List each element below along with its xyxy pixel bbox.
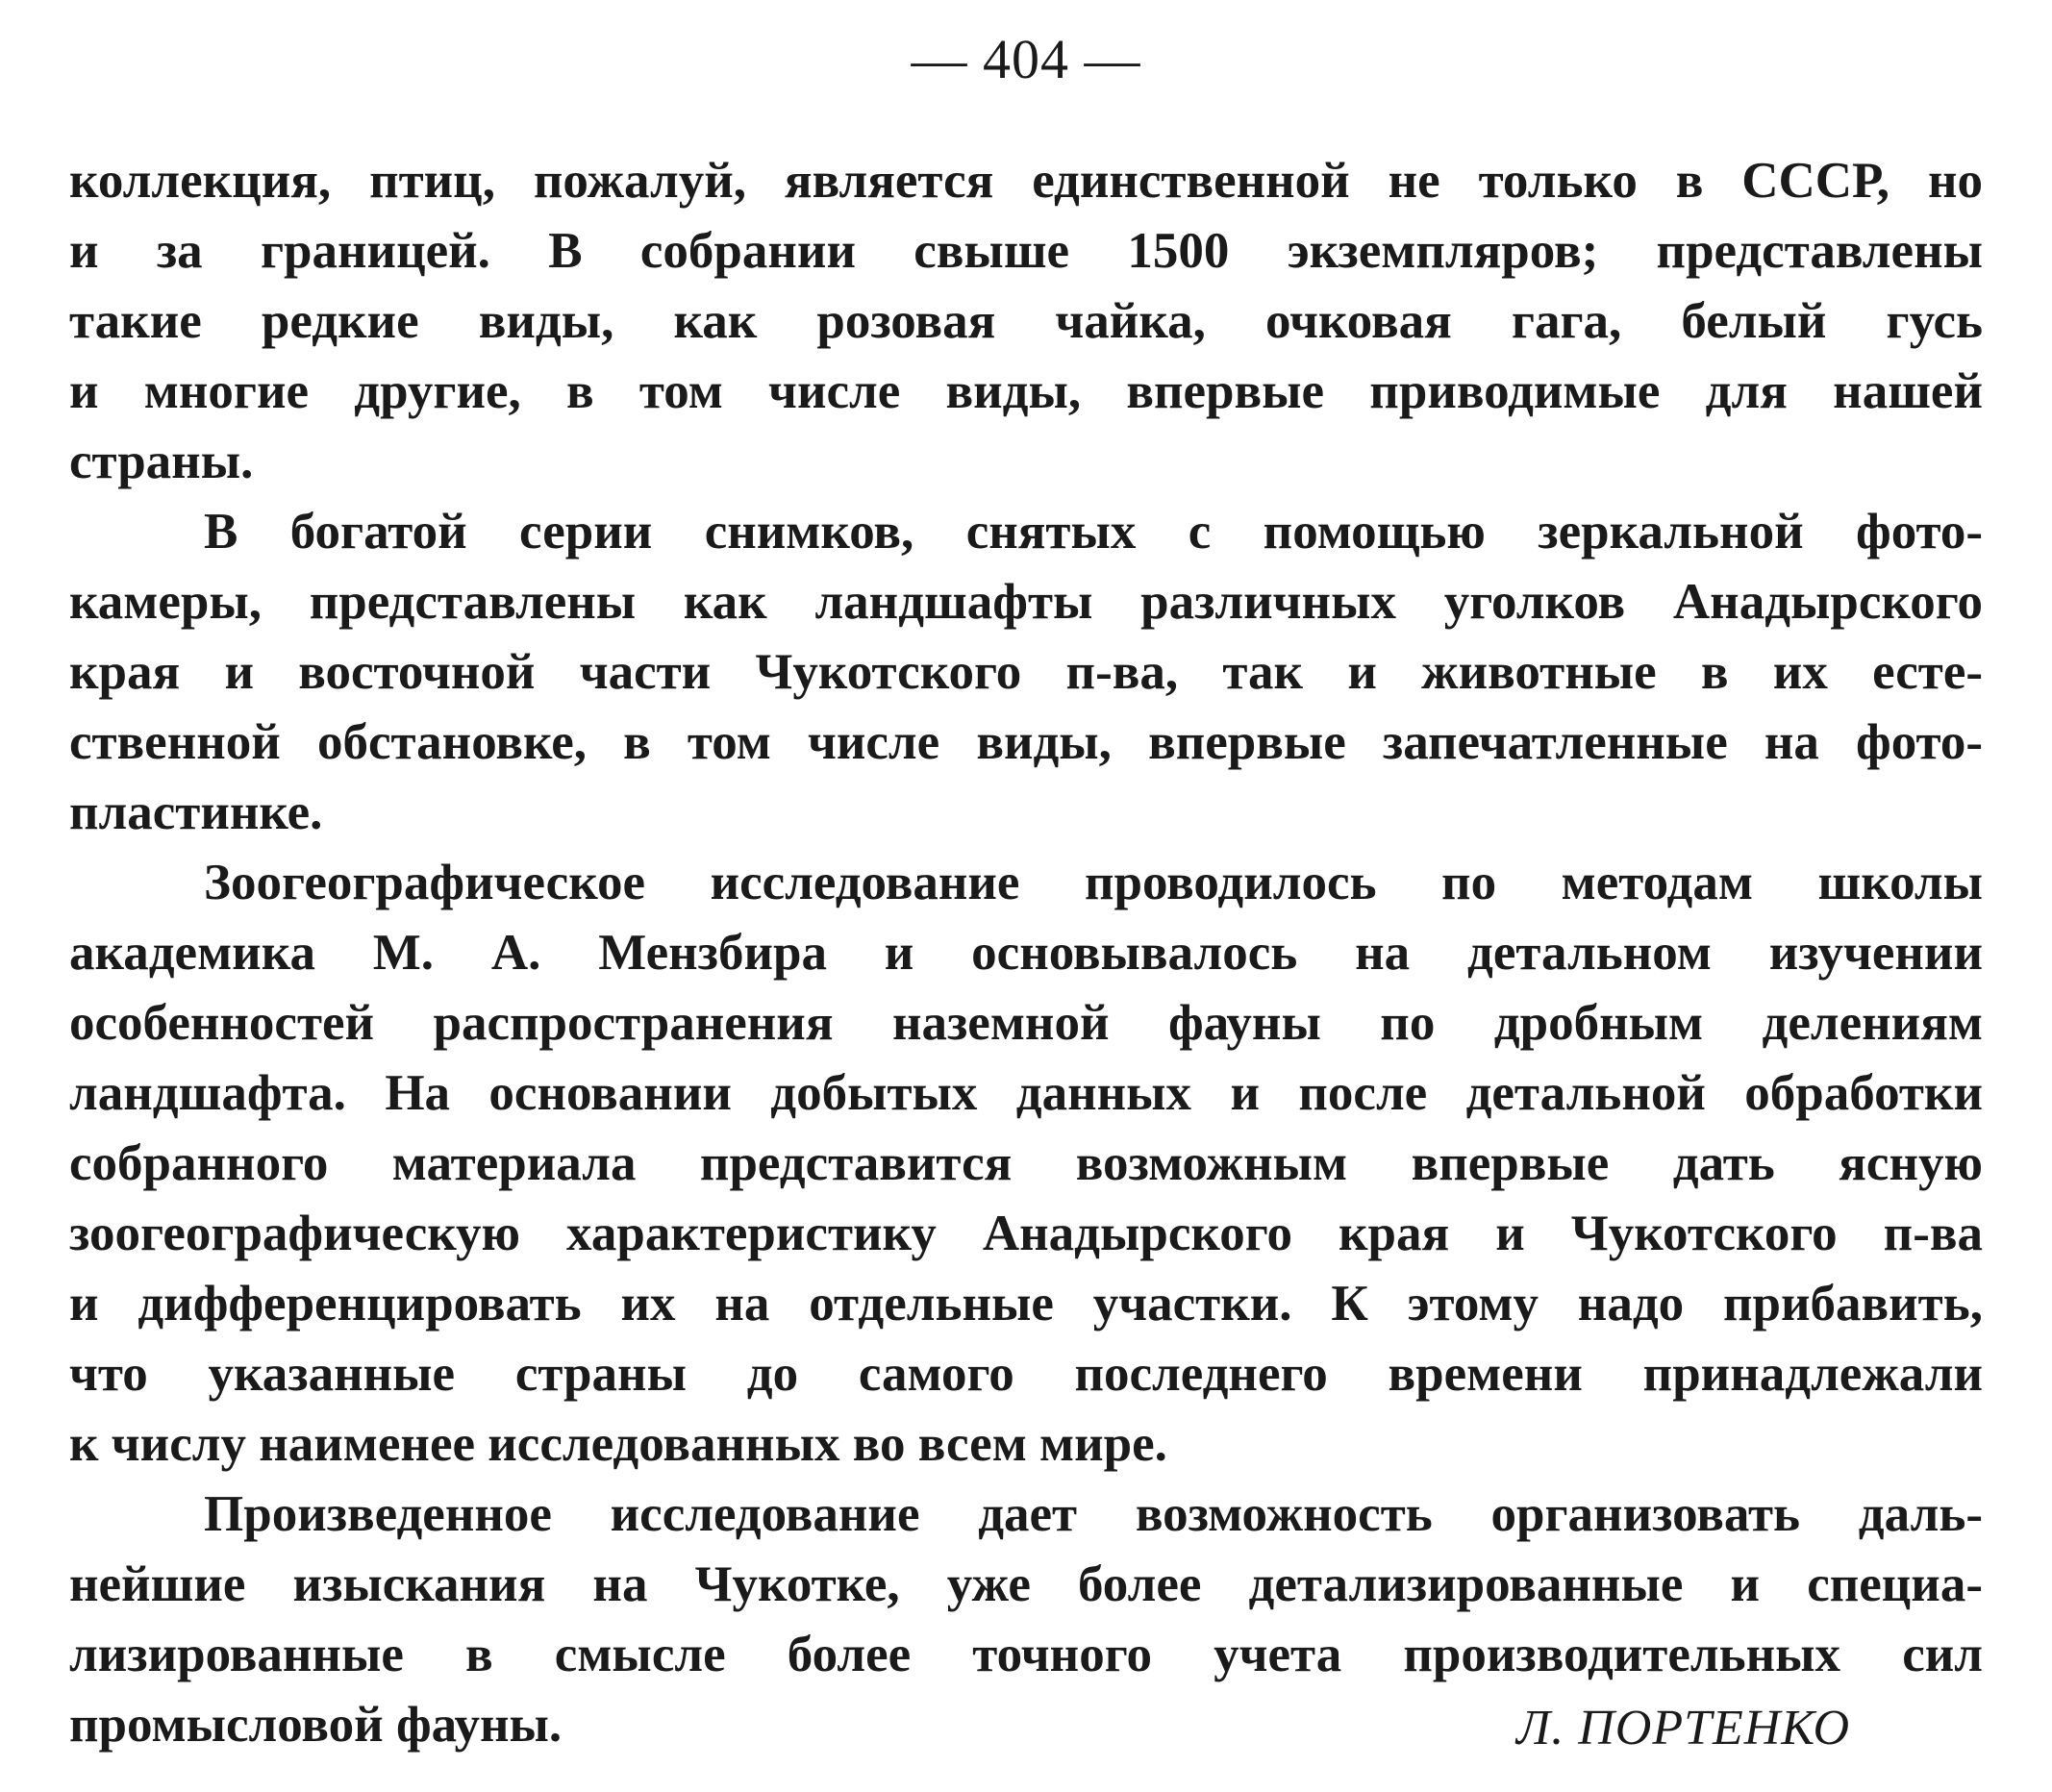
- text-line: страны.: [69, 434, 254, 489]
- paragraph-start-line: В богатой серии снимков, снятых с помощью зеркальной фото-: [204, 504, 1983, 560]
- text-line: промысловой фауны.: [69, 1697, 563, 1753]
- text-line: нейшие изыскания на Чукотке, уже более детализированные и специа-: [69, 1556, 1983, 1612]
- text-line: собранного материала представится возможным впервые дать ясную: [69, 1135, 1983, 1191]
- text-line: и дифференцировать их на отдельные участки. К этому надо прибавить,: [69, 1276, 1983, 1332]
- text-line: края и восточной части Чукотского п-ва, так и животные в их есте-: [69, 644, 1983, 700]
- page-number: — 404 —: [911, 28, 1141, 90]
- paragraph-start-line: Зоогеографическое исследование проводилось по методам школы: [204, 855, 1983, 910]
- text-line: камеры, представлены как ландшафты различных уголков Анадырского: [69, 574, 1983, 630]
- author-signature: Л. ПОРТЕНКО: [1516, 1701, 1850, 1755]
- text-line: такие редкие виды, как розовая чайка, очковая гага, белый гусь: [69, 293, 1983, 349]
- paragraph-start-line: Произведенное исследование дает возможность организовать даль-: [204, 1486, 1983, 1542]
- text-line: особенностей распространения наземной фауны по дробным делениям: [69, 995, 1983, 1051]
- text-line: зоогеографическую характеристику Анадырского края и Чукотского п-ва: [69, 1206, 1983, 1261]
- text-line: коллекция, птиц, пожалуй, является единственной не только в СССР, но: [69, 153, 1983, 209]
- text-line: лизированные в смысле более точного учета производительных сил: [69, 1627, 1983, 1682]
- text-line: и за границей. В собрании свыше 1500 экземпляров; представлены: [69, 223, 1983, 279]
- body-text: [69, 146, 1983, 1760]
- text-line: ландшафта. На основании добытых данных и после детальной обработки: [69, 1065, 1983, 1121]
- text-line: и многие другие, в том числе виды, впервые приводимые для нашей: [69, 363, 1983, 419]
- text-line: что указанные страны до самого последнего времени принадлежали: [69, 1346, 1983, 1402]
- text-line: академика М. А. Мензбира и основывалось на детальном изучении: [69, 925, 1983, 981]
- text-line: ственной обстановке, в том числе виды, впервые запечатленные на фото-: [69, 714, 1983, 770]
- text-line: пластинке.: [69, 784, 323, 840]
- text-line: к числу наименее исследованных во всем мире.: [69, 1416, 1167, 1472]
